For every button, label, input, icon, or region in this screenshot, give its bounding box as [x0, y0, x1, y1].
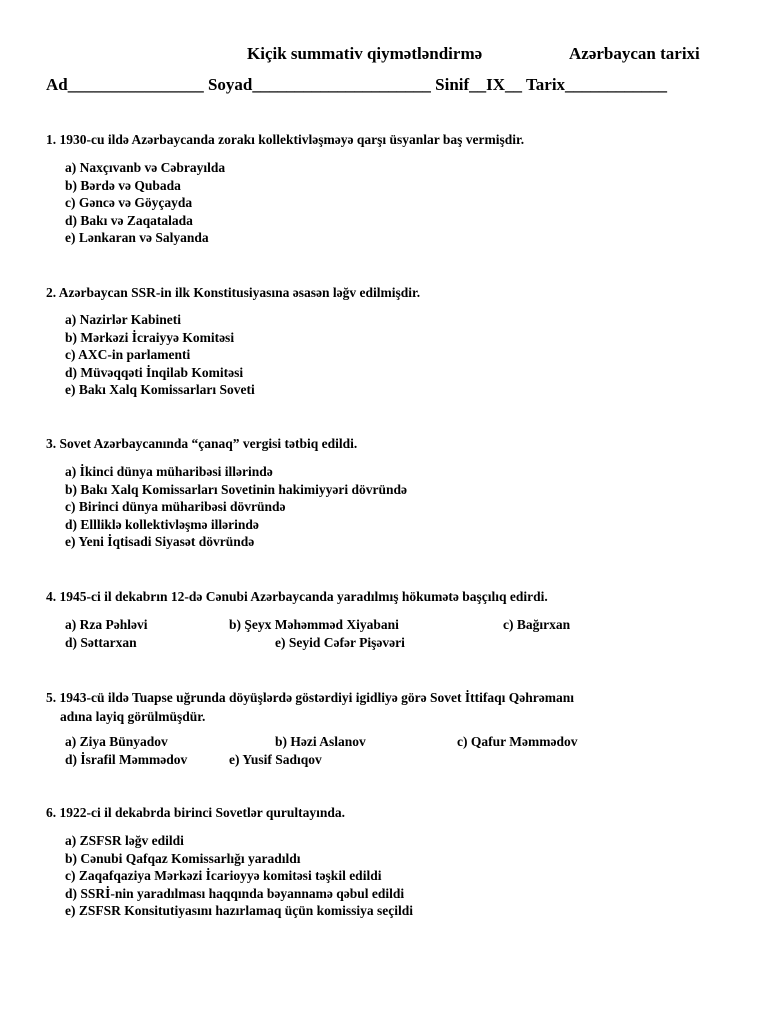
option-a: a) Nazirlər Kabineti — [65, 312, 181, 327]
question-5 — [46, 688, 574, 726]
option-c: c) AXC-in parlamenti — [65, 347, 191, 363]
option-c: c) Birinci dünya müharibəsi dövründə — [65, 499, 286, 515]
question-3: 3. Sovet Azərbaycanında “çanaq” vergisi tətbiq edildi. — [46, 436, 358, 451]
student-info-fields: Ad________________ Soyad_____________________ Sinif__IX__ Tarix____________ — [46, 75, 668, 94]
option-a: a) Rza Pəhləvi — [65, 617, 148, 632]
option-d: d) Bakı və Zaqatalada — [65, 212, 193, 228]
option-a: a) Naxçıvanb və Cəbrayılda — [65, 160, 226, 175]
question-3-options — [65, 463, 407, 551]
question-2: 2. Azərbaycan SSR-in ilk Konstitusiyasına əsasən ləğv edilmişdir. — [46, 285, 421, 300]
option-b: b) Həzi Aslanov — [275, 734, 366, 749]
question-4-options — [65, 616, 665, 651]
option-d: d) İsrafil Məmmədov — [65, 751, 188, 767]
option-b: b) Şeyx Məhəmməd Xiyabani — [229, 617, 399, 632]
option-c: c) Bağırxan — [503, 617, 571, 632]
question-5-options — [65, 733, 665, 768]
option-d: d) Ellliklə kollektivləşmə illərində — [65, 516, 259, 532]
option-e: e) ZSFSR Konsitutiyasını hazırlamaq üçün komissiya seçildi — [65, 903, 414, 919]
option-b: b) Bərdə və Qubada — [65, 177, 181, 193]
option-a: a) ZSFSR ləğv edildi — [65, 833, 184, 848]
option-e: e) Yeni İqtisadi Siyasət dövründə — [65, 534, 255, 550]
question-6-options — [65, 832, 413, 920]
option-c: c) Qafur Məmmədov — [457, 734, 578, 749]
option-d: d) Müvəqqəti İnqilab Komitəsi — [65, 364, 244, 380]
question-5-text: 5. 1943-cü ildə Tuapse uğrunda döyüşlərdə göstərdiyi igidliyə görə Sovet İttifaqı Qəhrəmanı — [46, 690, 575, 705]
option-e: e) Yusif Sadıqov — [229, 751, 322, 767]
option-d: d) SSRİ-nin yaradılması haqqında bəyannamə qəbul edildi — [65, 885, 405, 901]
question-5-text-cont: adına layiq görülmüşdür. — [60, 709, 206, 724]
option-a: a) İkinci dünya müharibəsi illərində — [65, 464, 273, 479]
question-1-options — [65, 159, 225, 247]
option-b: b) Mərkəzi İcraiyyə Komitəsi — [65, 329, 235, 345]
question-6: 6. 1922-ci il dekabrda birinci Sovetlər qurultayında. — [46, 805, 346, 820]
question-4: 4. 1945-ci il dekabrın 12-də Cənubi Azərbaycanda yaradılmış hökumətə başçılıq edirdi. — [46, 589, 548, 604]
question-1: 1. 1930-cu ildə Azərbaycanda zorakı kollektivləşməyə qarşı üsyanlar baş vermişdir. — [46, 132, 525, 147]
option-e: e) Lənkaran və Salyanda — [65, 230, 209, 246]
option-b: b) Cənubi Qafqaz Komissarlığı yaradıldı — [65, 850, 301, 866]
option-e: e) Seyid Cəfər Pişəvəri — [275, 634, 405, 650]
option-a: a) Ziya Bünyadov — [65, 734, 168, 749]
subject-title: Azərbaycan tarixi — [569, 44, 700, 63]
question-2-options — [65, 311, 255, 399]
option-c: c) Zaqafqaziya Mərkəzi İcarioyyə komitəsi təşkil edildi — [65, 868, 382, 884]
option-e: e) Bakı Xalq Komissarları Soveti — [65, 382, 255, 398]
page-title: Kiçik summativ qiymətləndirmə — [247, 44, 483, 63]
option-c: c) Gəncə və Göyçayda — [65, 195, 193, 211]
option-d: d) Səttarxan — [65, 634, 137, 650]
option-b: b) Bakı Xalq Komissarları Sovetinin hakimiyyəri dövründə — [65, 481, 408, 497]
